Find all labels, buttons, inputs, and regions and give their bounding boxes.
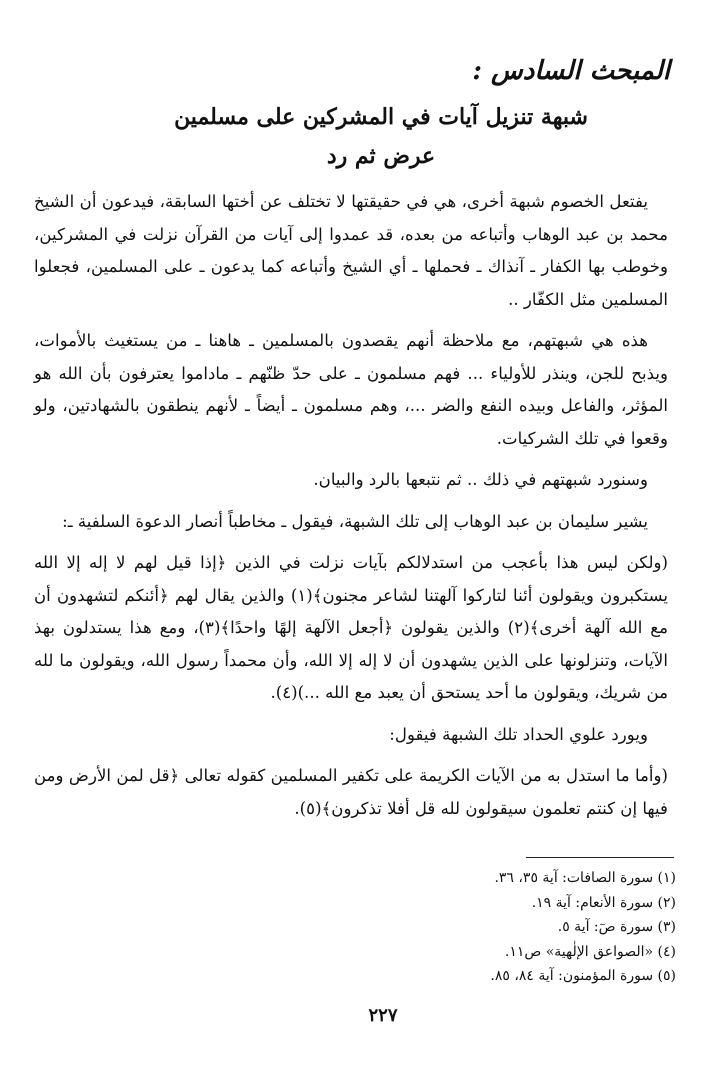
quote-paragraph-2: (وأما ما استدل به من الآيات الكريمة على تكفير المسلمين كقوله تعالى ﴿قل لمن الأرض ومن فيها إن كنتم تعلمون سيقولون لله قل أفلا تذكرون﴾(٥). [34, 766, 668, 818]
footnote-divider [526, 857, 674, 858]
quote-paragraph-1: (ولكن ليس هذا بأعجب من استدلالكم بآيات نزلت في الذين ﴿إذا قيل لهم لا إله إلا الله يستكبرون ويقولون أئنا لتاركوا آلهتنا لشاعر مجنون﴾(١) والذين يقال لهم ﴿أئنكم لتشهدون أن مع الله آلهة أخرى﴾(٢) والذين يقولون ﴿أجعل الآلهة إلهًا واحدًا﴾(٣)، ومع هذا يستدلون بهذ الآيات، وتنزلونها على الذين يشهدون أن لا إله إلا الله، وأن محمداً رسول الله، ويقولون ما لله من شريك، ويقولون ما أحد يستحق أن يعبد مع الله ...)(٤). [34, 553, 668, 702]
paragraph-5: ويورد علوي الحداد تلك الشبهة فيقول: [389, 724, 648, 744]
body-text [34, 186, 668, 834]
paragraph-4: يشير سليمان بن عبد الوهاب إلى تلك الشبهة، فيقول ـ مخاطباً أنصار الدعوة السلفية ـ: [62, 511, 648, 531]
paragraph-1: يفتعل الخصوم شبهة أخرى، هي في حقيقتها لا تختلف عن أختها السابقة، فيدعون أن الشيخ محمد بن عبد الوهاب وأتباعه من بعده، قد عمدوا إلى آيات من القرآن نزلت في المشركين، وخوطب بها الكفار ـ آنذاك ـ فحملها ـ أي الشيخ وأتباعه كما يدعون ـ على المسلمين، فجعلوا المسلمين مثل الكفّار .. [34, 192, 668, 309]
chapter-subtitle: عرض ثم رد [326, 143, 436, 169]
footnote-item: (٣) سورة صٓ: آية ٥. [557, 919, 676, 935]
footnote-item: (٤) «الصواعق الإلٰهية» ص١١. [504, 943, 676, 960]
paragraph-2: هذه هي شبهتهم، مع ملاحظة أنهم يقصدون بالمسلمين ـ هاهنا ـ من يستغيث بالأموات، ويذبح للجن، وينذر للأولياء ... فهم مسلمون ـ على حدّ ظنّهم ـ ماداموا يعترفون بأن الله هو المؤثر، والفاعل وبيده النفع والضر ...، وهم مسلمون ـ أيضاً ـ لأنهم ينطقون بالشهادتين، ولو وقعوا في تلك الشركيات. [34, 331, 668, 448]
footnotes [200, 866, 676, 989]
footnote-item: (٢) سورة الأنعام: آية ١٩. [531, 894, 676, 911]
footnote-item: (١) سورة الصافات: آية ٣٥، ٣٦. [494, 870, 676, 886]
section-heading: المبحث السادس : [472, 56, 670, 86]
footnote-item: (٥) سورة المؤمنون: آية ٨٤، ٨٥. [490, 968, 676, 984]
paragraph-3: وسنورد شبهتهم في ذلك .. ثم نتبعها بالرد والبيان. [313, 470, 648, 489]
chapter-title: شبهة تنزيل آيات في المشركين على مسلمين [174, 104, 588, 130]
page-number: ٢٢٧ [368, 1005, 398, 1026]
